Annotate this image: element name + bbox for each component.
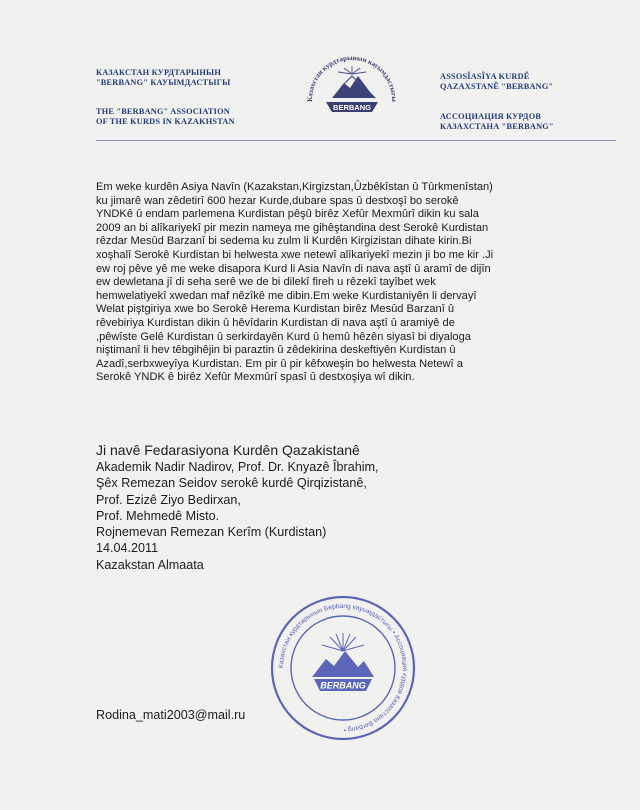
body-line: YNDKê û endam parlemena Kurdistan pêşû birêz Xefûr Mexmûrî dikin ku sala	[96, 208, 479, 221]
body-line: xoşhalî Serokê Kurdistan bi helwesta xwe netewî alîkariyekî mezin ji bo me kir .Ji	[96, 248, 494, 261]
signature-date: 14.04.2011	[96, 541, 159, 556]
body-line: Welat piştgiriya xwe bo Serokê Herema Kurdistan birêz Mesûd Barzanî û	[96, 303, 455, 316]
body-line: ew roj pêve yê me weke disapora Kurd li Asia Navîn di nava aştî û aramî de dijîn	[96, 262, 491, 275]
seal-mountain-icon	[312, 633, 374, 677]
letterhead-right-line3: АССОЦИАЦИЯ КУРДОВ	[440, 112, 542, 121]
signatory-name: Şêx Remezan Seidov serokê kurdê Qirqizistanê,	[96, 476, 367, 491]
body-line: hemwelatiyekî xwedan maf nêzîkê me dibin.Em weke Kurdistaniyên li dervayî	[96, 289, 477, 302]
body-line: 2009 an bi alîkariyekî pir mezin nameya me gihêştandina dest Serokê Kurdistan	[96, 221, 489, 234]
signature-block	[96, 441, 596, 573]
signature-place: Kazakstan Almaata	[96, 557, 204, 572]
seal-ring-text: Казахстан курдтарынын Берbang кауымдастыгы • Ассоциация курдов Казахстана Berbang •	[277, 602, 409, 734]
letter-body	[96, 181, 596, 385]
body-line: Azadî,serbxweyîya Kurdistan. Em pir û pir kêfxweşin bo helwesta Netewî a	[96, 357, 463, 370]
signatory-name: Akademik Nadir Nadirov, Prof. Dr. Knyazê Îbrahim,	[96, 460, 379, 474]
signatory-name: Prof. Mehmedê Misto.	[96, 508, 220, 523]
body-line: ,pêwîste Gelê Kurdistan û serkirdayên Kurd û hemû hêzên siyasî bi diyaloga	[96, 330, 471, 343]
letterhead-left-line3: THE "BERBANG" ASSOCIATION	[96, 107, 230, 116]
letterhead-left-line1: КАЗАКСТАН КУРДТАРЫНЫН	[96, 68, 222, 77]
body-line: Serokê YNDK ê birêz Xefûr Mexmûrî spasî û destxoşiya wî dikin.	[96, 371, 415, 384]
letterhead-right	[440, 72, 620, 132]
signatory-name: Rojnemevan Remezan Kerîm (Kurdistan)	[96, 525, 327, 540]
letterhead-right-line2: QAZAXSTANÊ "BERBANG"	[440, 82, 554, 91]
letterhead	[0, 38, 640, 138]
letterhead-right-line1: ASSOSÎASÎYA KURDÊ	[440, 72, 530, 81]
body-line: niştimanî li hev têbgihêjin bi paraztin û zêdekirina deskeftiyên Kurdistan û	[96, 344, 456, 357]
letterhead-left-line2: "BERBANG" КАУЫМДАСТЫГЫ	[96, 78, 231, 87]
logo-name: BERBANG	[333, 103, 371, 112]
signature-organization: Ji navê Fedarasiyona Kurdên Qazakistanê	[96, 442, 360, 458]
body-line: ew dewletana jî di seha serê we de bi dilekî fireh u rêzekî tayîbet wek	[96, 276, 436, 289]
contact-email[interactable]: Rodina_mati2003@mail.ru	[96, 708, 246, 722]
seal-name: BERBANG	[320, 680, 366, 691]
letterhead-left-line4: OF THE KURDS IN KAZAKHSTAN	[96, 117, 235, 126]
letterhead-divider	[96, 140, 616, 141]
association-logo	[292, 38, 412, 148]
body-line: ku jimarê wan zêdetirî 600 hezar Kurde,dubare spas û destxoşî bo serokê	[96, 194, 459, 207]
mountain-sun-icon	[332, 66, 376, 98]
letterhead-left	[96, 68, 296, 127]
letterhead-right-line4: КАЗАХСТАНА "BERBANG"	[440, 122, 554, 131]
signatory-name: Prof. Ezizê Ziyo Bedirxan,	[96, 492, 241, 507]
body-line: Em weke kurdên Asiya Navîn (Kazakstan,Kirgizstan,Ûzbêkîstan û Tûrkmenîstan)	[96, 181, 493, 193]
body-line: rêvebiriya Kurdistan dikin û hêvîdarin Kurdistan di nava aştî û aramiyê de	[96, 316, 455, 329]
logo-ring-text: Казахстан курдтарынын кауымдастыгы	[305, 53, 399, 102]
body-line: rêzdar Mesûd Barzanî bi sedema ku zulm li Kurdên Kirgizistan dihate kirin.Bi	[96, 235, 472, 248]
association-seal	[268, 593, 418, 743]
